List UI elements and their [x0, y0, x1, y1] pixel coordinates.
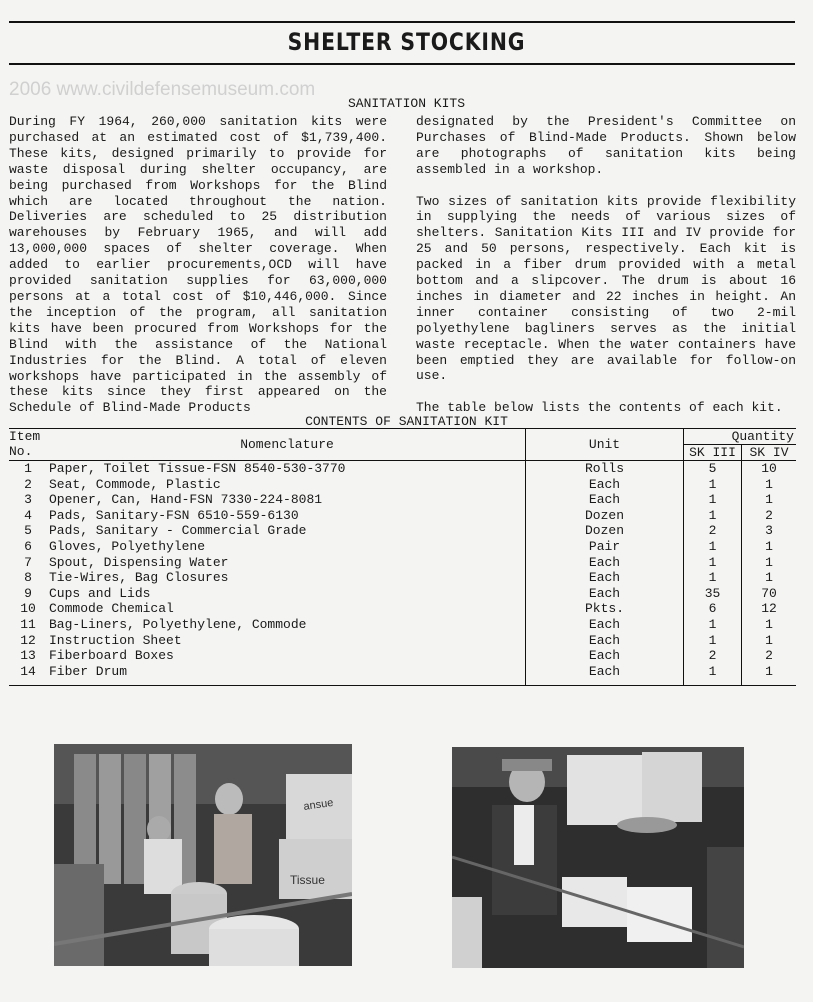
item-no-cell: 8 [24, 570, 32, 586]
unit-cell: Each [526, 555, 684, 571]
table-row [9, 523, 796, 539]
item-no-cell: 7 [24, 554, 32, 570]
sk3-quantity-cell: 2 [684, 648, 742, 664]
table-row [9, 586, 796, 602]
packing-station-image [452, 747, 744, 968]
sk3-quantity-cell: 1 [684, 539, 742, 555]
sk3-quantity-cell: 1 [684, 477, 742, 493]
unit-cell: Pkts. [526, 601, 684, 617]
item-no-cell: 4 [24, 507, 32, 523]
paragraph: Two sizes of sanitation kits provide flexibility in supplying the needs of various sizes of shelters. Sanitation Kits III and IV provide for 25 and 50 persons, respectively. Each kit is packed in a fiber drum provided with a metal bottom and a slipcover. The drum is about 16 inches in diameter and 22 inches in height. An inner container consisting of two 2-mil polyethylene bagliners serves as the initial waste receptacle. When the water containers have been emptied they are available for follow-on use. [416, 193, 796, 384]
paragraph: The table below lists the contents of each kit. [416, 400, 783, 416]
unit-cell: Each [526, 586, 684, 602]
sk4-quantity-cell: 2 [742, 648, 797, 664]
table-row [9, 648, 796, 664]
sk4-quantity-cell: 3 [742, 523, 797, 539]
nomenclature-cell: Tie-Wires, Bag Closures [49, 570, 229, 586]
box-lettering: Tissue [290, 873, 325, 887]
sk4-header: SK IV [742, 445, 797, 461]
item-no-cell: 13 [20, 648, 36, 664]
nomenclature-cell: Spout, Dispensing Water [49, 554, 229, 570]
table-row [9, 477, 796, 493]
item-no-cell: 10 [20, 601, 36, 617]
left-column [9, 114, 387, 432]
unit-cell: Each [526, 477, 684, 493]
box-lettering: ansue [302, 796, 335, 813]
paragraph: During FY 1964, 260,000 sanitation kits were purchased at an estimated cost of $1,739,400. These kits, designed primarily to provide for waste disposal during shelter occupancy, are being purchased from Workshops for the Blind which are located throughout the nation. Deliveries are scheduled to 25 distribution warehouses by February 1965, and will add 13,000,000 spaces of shelter coverage. When added to earlier procurements,OCD will have provided sanitation supplies for 63,000,000 persons at a total cost of $10,446,000. Since the inception of the program, all sanitation kits have been procured from Workshops for the Blind with the assistance of the National Industries for the Blind. A total of eleven workshops have participated in the assembly of these kits since they first appeared on the Schedule of Blind-Made Products [9, 114, 387, 416]
table-row [9, 539, 796, 555]
table-row [9, 633, 796, 649]
sk4-quantity-cell: 1 [742, 555, 797, 571]
table-row [9, 664, 796, 686]
table-row [9, 617, 796, 633]
unit-header: Unit [526, 429, 684, 461]
quantity-header: Quantity [684, 429, 797, 445]
top-rule [9, 21, 795, 23]
nomenclature-cell: Seat, Commode, Plastic [49, 476, 221, 492]
item-no-cell: 12 [20, 632, 36, 648]
nomenclature-cell: Opener, Can, Hand-FSN 7330-224-8081 [49, 492, 323, 508]
unit-cell: Each [526, 633, 684, 649]
sk4-quantity-cell: 1 [742, 617, 797, 633]
unit-cell: Each [526, 648, 684, 664]
sk4-quantity-cell: 70 [742, 586, 797, 602]
kit-contents-table [9, 428, 796, 686]
sk3-quantity-cell: 5 [684, 461, 742, 477]
unit-cell: Each [526, 617, 684, 633]
nomenclature-cell: Cups and Lids [49, 585, 151, 601]
nomenclature-cell: Fiber Drum [49, 663, 128, 679]
sk4-quantity-cell: 1 [742, 539, 797, 555]
nomenclature-cell: Gloves, Polyethylene [49, 538, 206, 554]
sk3-quantity-cell: 1 [684, 555, 742, 571]
sk3-quantity-cell: 35 [684, 586, 742, 602]
sk4-quantity-cell: 1 [742, 492, 797, 508]
right-column [416, 114, 796, 432]
unit-cell: Dozen [526, 523, 684, 539]
unit-cell: Each [526, 664, 684, 686]
paragraph: designated by the President's Committee on Purchases of Blind-Made Products. Shown below are photographs of sanitation kits being assembled in a workshop. [416, 114, 796, 177]
table-row [9, 492, 796, 508]
sk3-quantity-cell: 6 [684, 601, 742, 617]
nomenclature-cell: Paper, Toilet Tissue-FSN 8540-530-3770 [49, 461, 346, 476]
item-no-cell: 11 [20, 616, 36, 632]
assembly-line-image [54, 744, 352, 966]
nomenclature-cell: Instruction Sheet [49, 632, 182, 648]
photo-packing-station [452, 747, 744, 968]
item-no-cell: 5 [24, 523, 32, 539]
item-no-header: Item No. [9, 429, 47, 461]
kit-table-body [9, 461, 796, 686]
sk3-quantity-cell: 1 [684, 633, 742, 649]
sk4-quantity-cell: 1 [742, 633, 797, 649]
nomenclature-cell: Pads, Sanitary-FSN 6510-559-6130 [49, 507, 299, 523]
item-no-cell: 9 [24, 585, 32, 601]
unit-cell: Rolls [526, 461, 684, 477]
nomenclature-cell: Bag-Liners, Polyethylene, Commode [49, 616, 307, 632]
item-no-cell: 2 [24, 476, 32, 492]
title-underline [9, 63, 795, 65]
sk3-quantity-cell: 2 [684, 523, 742, 539]
nomenclature-cell: Pads, Sanitary - Commercial Grade [49, 523, 307, 539]
sk3-quantity-cell: 1 [684, 492, 742, 508]
watermark: 2006 www.civildefensemuseum.com [9, 79, 316, 100]
item-no-cell: 1 [24, 461, 32, 476]
sk4-quantity-cell: 1 [742, 570, 797, 586]
sk3-quantity-cell: 1 [684, 508, 742, 524]
unit-cell: Pair [526, 539, 684, 555]
table-row [9, 601, 796, 617]
nomenclature-cell: Commode Chemical [49, 601, 174, 617]
nomenclature-cell: Fiberboard Boxes [49, 648, 174, 664]
sk4-quantity-cell: 2 [742, 508, 797, 524]
photo-assembly-line [54, 744, 352, 966]
sk4-quantity-cell: 1 [742, 664, 797, 686]
table-row [9, 555, 796, 571]
item-no-cell: 3 [24, 492, 32, 508]
unit-cell: Each [526, 570, 684, 586]
nomenclature-header: Nomenclature [47, 429, 526, 461]
sk3-quantity-cell: 1 [684, 570, 742, 586]
sk3-header: SK III [684, 445, 742, 461]
unit-cell: Dozen [526, 508, 684, 524]
table-row [9, 461, 796, 477]
sk3-quantity-cell: 1 [684, 617, 742, 633]
section-heading: SANITATION KITS [347, 96, 466, 111]
item-no-cell: 6 [24, 538, 32, 554]
unit-cell: Each [526, 492, 684, 508]
item-no-cell: 14 [20, 663, 36, 679]
table-title: CONTENTS OF SANITATION KIT [305, 414, 508, 429]
table-row [9, 570, 796, 586]
sk4-quantity-cell: 10 [742, 461, 797, 477]
sk3-quantity-cell: 1 [684, 664, 742, 686]
page-title: SHELTER STOCKING [287, 28, 526, 56]
table-row [9, 508, 796, 524]
sk4-quantity-cell: 1 [742, 477, 797, 493]
sk4-quantity-cell: 12 [742, 601, 797, 617]
